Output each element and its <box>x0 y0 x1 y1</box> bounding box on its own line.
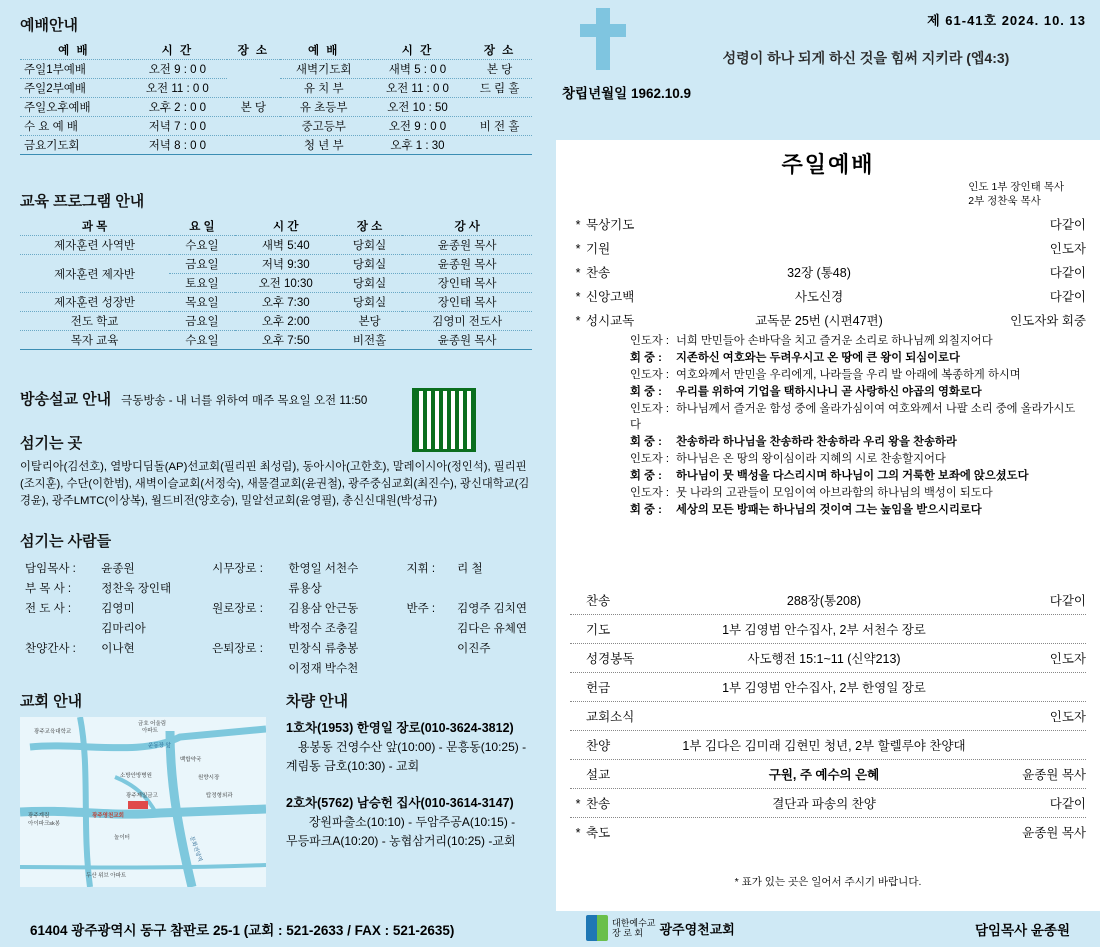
education-block <box>20 190 532 350</box>
order-item-name: 찬양 <box>586 739 611 753</box>
founded-date: 창립년월일 1962.10.9 <box>562 86 692 101</box>
responsive-text: 세상의 모든 방패는 하나님의 것이여 그는 높임을 받으시리로다 <box>676 504 982 516</box>
responsive-speaker: 회 중 : <box>630 352 662 364</box>
order-item <box>570 731 1086 760</box>
order-item-name: 성시교독 <box>586 314 635 328</box>
order-item <box>570 236 1086 260</box>
responsive-speaker: 인도자 : <box>630 335 670 347</box>
order-item-name: 묵상기도 <box>586 218 635 232</box>
serving-people-block <box>20 530 532 679</box>
table-row: 토요일 오전 10:30 당회실 장인태 목사 <box>20 274 532 293</box>
vehicle-info-title: 차량 안내 <box>286 693 349 710</box>
serving-places-title: 섬기는 곳 <box>20 435 83 452</box>
cross-icon <box>576 8 630 70</box>
bus-1-name: 1호차(1953) 한영일 장로(010-3624-3812) <box>286 721 514 735</box>
footer-bar <box>0 911 1100 947</box>
order-item-content: 구원, 주 예수의 은혜 <box>768 768 880 782</box>
serving-places-block <box>20 432 532 510</box>
education-table <box>20 217 532 350</box>
order-item <box>570 308 1086 332</box>
table-row: 주일2부예배 오전 11 : 0 0 유 치 부 오전 11 : 0 0 드 림 홀 <box>20 79 532 98</box>
table-row: 주일오후예배 오후 2 : 0 0 본 당 유 초등부 오전 10 : 50 <box>20 98 532 117</box>
order-item-by: 다같이 <box>1049 290 1086 304</box>
col-header: 시 간 <box>368 41 467 60</box>
order-item-name: 찬송 <box>586 266 611 280</box>
order-item-name: 기원 <box>586 242 611 256</box>
service-order-title: 주일예배 <box>781 152 875 177</box>
responsive-text: 찬송하라 하나님을 찬송하라 찬송하라 우리 왕을 찬송하라 <box>676 436 957 448</box>
location-map[interactable] <box>20 717 266 887</box>
right-column <box>556 0 1100 911</box>
order-item-content: 1부 김다은 김미래 김현민 청년, 2부 할렐루야 찬양대 <box>682 739 966 753</box>
worship-guide-title: 예배안내 <box>20 17 78 34</box>
responsive-speaker: 회 중 : <box>630 436 662 448</box>
responsive-speaker: 인도자 : <box>630 487 670 499</box>
bus-2-stop-line: 무등파크A(10:20) - 농협삼거리(10:25) -교회 <box>286 834 516 848</box>
svg-text:아이파크sk봉: 아이파크sk봉 <box>28 821 61 827</box>
order-item-by: 다같이 <box>1049 266 1086 280</box>
responsive-text: 뭇 나라의 고관들이 모임이여 아브라함의 하나님의 백성이 되도다 <box>676 487 993 499</box>
responsive-text: 우리를 위하여 기업을 택하시나니 곧 사랑하신 야곱의 영화로다 <box>676 386 982 398</box>
col-header: 장 소 <box>467 41 532 60</box>
order-item-name: 찬송 <box>586 797 611 811</box>
table-row: 전 도 사 : 김영미 원로장로 : 김용삼 안근동 반주 : 김영주 김치연 <box>25 603 527 615</box>
service-order-part1 <box>570 212 1086 519</box>
svg-text:백합약국: 백합약국 <box>180 757 202 763</box>
worship-guide-table <box>20 41 532 155</box>
responsive-line <box>630 502 1086 518</box>
asterisk-mark: * <box>575 218 581 232</box>
asterisk-mark: * <box>575 826 581 840</box>
vehicle-info-block <box>286 690 538 851</box>
responsive-line <box>630 401 1086 433</box>
bus-route-2 <box>286 794 538 851</box>
svg-text:광주영천교회: 광주영천교회 <box>92 813 124 819</box>
col-header: 장 소 <box>227 41 280 60</box>
svg-text:운동장 앞: 운동장 앞 <box>148 743 171 749</box>
order-item <box>570 818 1086 846</box>
serving-people-table <box>20 557 532 679</box>
order-item <box>570 260 1086 284</box>
order-item-name: 축도 <box>586 826 611 840</box>
denomination-mark-icon <box>586 915 608 941</box>
responsive-line <box>630 485 1086 501</box>
service-order-part2 <box>570 586 1086 846</box>
order-item-by: 인도자 <box>1049 710 1086 724</box>
table-row: 전도 학교 금요일 오후 2:00 본당 김영미 전도사 <box>20 312 532 331</box>
order-item-content: 32장 (통48) <box>787 266 851 280</box>
service-leaders <box>968 180 1064 208</box>
table-header-row <box>20 41 532 60</box>
order-item-by: 다같이 <box>1049 797 1086 811</box>
responsive-speaker: 회 중 : <box>630 504 662 516</box>
col-header: 예 배 <box>20 41 128 60</box>
order-item-name: 성경봉독 <box>586 652 635 666</box>
bus-route-1 <box>286 719 538 776</box>
order-item-by: 인도자 <box>1049 652 1086 666</box>
svg-text:금호 어울림: 금호 어울림 <box>138 721 167 727</box>
table-row: 제자훈련 성장반 목요일 오후 7:30 당회실 장인태 목사 <box>20 293 532 312</box>
denomination-name: 대한예수교 장 로 회 <box>612 918 656 938</box>
responsive-speaker: 회 중 : <box>630 470 662 482</box>
order-item-name: 설교 <box>586 768 611 782</box>
svg-text:광주교육대학교: 광주교육대학교 <box>34 729 72 735</box>
order-item <box>570 789 1086 818</box>
table-row: 이정재 박수천 <box>288 663 359 675</box>
order-item-name: 찬송 <box>586 594 611 608</box>
table-row: 주일1부예배 오전 9 : 0 0 새벽기도회 새벽 5 : 0 0 본 당 <box>20 60 532 79</box>
responsive-text: 하나님께서 즐거운 함성 중에 올라가심이여 여호와께서 나팔 소리 중에 올라가시도다 <box>630 403 1076 431</box>
responsive-line <box>630 468 1086 484</box>
bus-2-name: 2호차(5762) 남승헌 집사(010-3614-3147) <box>286 796 514 810</box>
order-item-content: 사도신경 <box>794 290 844 304</box>
asterisk-mark: * <box>575 797 581 811</box>
svg-text:광주제일금고: 광주제일금고 <box>126 793 158 799</box>
education-title: 교육 프로그램 안내 <box>20 193 145 210</box>
svg-text:문화전당역: 문화전당역 <box>188 835 203 863</box>
responsive-speaker: 인도자 : <box>630 453 670 465</box>
order-item-by: 인도자 <box>1049 242 1086 256</box>
serving-places-text: 이탈리아(김선호), 열방디딤돌(AP)선교회(필리핀 최성림), 동아시아(고한호), 말레이시아(정인석), 필리핀(조지훈), 수단(이한범), 새벽이슬교회(서정숙), 새물결교회(윤권철), 광주중심교회(최진수), 광신대학교(김경윤), 광주LMTC(이상복), 월드비전(양호승), 밀알선교회(윤영필), 총신신대원(박성규) <box>20 461 530 507</box>
responsive-line <box>630 434 1086 450</box>
asterisk-mark: * <box>575 290 581 304</box>
church-info-title: 교회 안내 <box>20 693 83 710</box>
order-item <box>570 586 1086 615</box>
table-row: 제자훈련 사역반 수요일 새벽 5:40 당회실 윤종원 목사 <box>20 236 532 255</box>
order-item-by: 윤종원 목사 <box>1022 768 1086 782</box>
order-item-name: 기도 <box>586 623 611 637</box>
left-column <box>0 0 556 911</box>
svg-text:아파트: 아파트 <box>142 728 158 734</box>
order-item-name: 교회소식 <box>586 710 635 724</box>
header-banner <box>556 0 1100 140</box>
order-item-content: 288장(통208) <box>786 594 862 608</box>
col-header: 시 간 <box>128 41 227 60</box>
bus-1-stop-line: 계림동 금호(10:30) - 교회 <box>286 759 420 773</box>
order-item-content: 1부 김영범 안수집사, 2부 한영일 장로 <box>722 681 926 695</box>
svg-text:광주계림: 광주계림 <box>28 813 50 819</box>
theme-verse: 성령이 하나 되게 하신 것을 힘써 지키라 (엡4:3) <box>722 50 1010 66</box>
table-row: 제자훈련 제자반 금요일 저녁 9:30 당회실 윤종원 목사 <box>20 255 532 274</box>
svg-text:소방안방병원: 소방안방병원 <box>120 773 152 779</box>
order-item-name: 신앙고백 <box>586 290 635 304</box>
order-item <box>570 615 1086 644</box>
order-item-by: 다같이 <box>1049 594 1086 608</box>
asterisk-mark: * <box>575 266 581 280</box>
worship-guide-block <box>20 14 532 155</box>
svg-text:탑정형외과: 탑정형외과 <box>206 793 233 799</box>
responsive-text: 여호와께서 만민을 우리에게, 나라들을 우리 발 아래에 복종하게 하시며 <box>676 369 1021 381</box>
table-row: 수 요 예 배 저녁 7 : 0 0 중고등부 오전 9 : 0 0 비 전 홀 <box>20 117 532 136</box>
table-row: 부 목 사 : 정찬욱 장인태 류용상 <box>25 583 322 595</box>
table-row: 금요기도회 저녁 8 : 0 0 청 년 부 오후 1 : 30 <box>20 136 532 155</box>
order-item <box>570 644 1086 673</box>
broadcast-block <box>20 388 532 409</box>
responsive-text: 하나님이 뭇 백성을 다스리시며 하나님이 그의 거룩한 보좌에 앉으셨도다 <box>676 470 1029 482</box>
responsive-reading <box>570 333 1086 518</box>
order-item <box>570 212 1086 236</box>
order-item-by: 인도자와 회중 <box>1010 314 1086 328</box>
church-name: 광주영천교회 <box>659 921 735 937</box>
asterisk-mark: * <box>575 314 581 328</box>
responsive-text: 너희 만민들아 손바닥을 치고 즐거운 소리로 하나님께 외칠지어다 <box>676 335 993 347</box>
responsive-speaker: 인도자 : <box>630 369 670 381</box>
table-row: 찬양간사 : 이나현 은퇴장로 : 민창식 류충봉 이진주 <box>25 643 491 655</box>
svg-text:놀이터: 놀이터 <box>114 835 130 841</box>
responsive-speaker: 인도자 : <box>630 403 670 415</box>
leader-line: 인도 1부 장인태 목사 <box>968 181 1064 193</box>
church-logo <box>586 915 735 941</box>
footer-address: 61404 광주광역시 동구 참판로 25-1 (교회 : 521-2633 / FAX : 521-2635) <box>30 923 455 938</box>
order-item-by: 윤종원 목사 <box>1022 826 1086 840</box>
responsive-line <box>630 451 1086 467</box>
bus-2-stop-line: 장원파출소(10:10) - 두암주공A(10:15) - <box>308 815 516 829</box>
leader-line: 2부 정찬욱 목사 <box>968 195 1041 207</box>
order-item-content: 결단과 파송의 찬양 <box>772 797 876 811</box>
responsive-line <box>630 384 1086 400</box>
issue-number: 제 61-41호 2024. 10. 13 <box>927 13 1086 28</box>
order-item <box>570 284 1086 308</box>
asterisk-mark: * <box>575 242 581 256</box>
svg-text:원향시장: 원향시장 <box>198 775 220 781</box>
table-row: 김마리아 박정수 조충길 김다은 유체연 <box>101 623 527 635</box>
col-header: 예 배 <box>280 41 368 60</box>
order-item-content: 1부 김영범 안수집사, 2부 서천수 장로 <box>722 623 926 637</box>
order-item-name: 헌금 <box>586 681 611 695</box>
table-row: 담임목사 : 윤종원 시무장로 : 한영일 서천수 지휘 : 리 철 <box>25 563 483 575</box>
responsive-speaker: 회 중 : <box>630 386 662 398</box>
responsive-line <box>630 333 1086 349</box>
bus-1-stop-line: 용봉동 건영수산 앞(10:00) - 문흥동(10:25) - <box>297 740 527 754</box>
order-item <box>570 760 1086 789</box>
broadcast-text: 극동방송 - 내 너를 위하여 매주 목요일 오전 11:50 <box>121 395 368 407</box>
table-header-row: 과 목 요 일 시 간 장 소 강 사 <box>20 217 532 236</box>
order-item <box>570 702 1086 731</box>
table-row: 목자 교육 수요일 오후 7:50 비전홀 윤종원 목사 <box>20 331 532 350</box>
order-item-content: 사도행전 15:1~11 (신약213) <box>747 652 901 666</box>
church-info-block <box>20 690 270 887</box>
responsive-text: 하나님은 온 땅의 왕이심이라 지혜의 시로 찬송할지어다 <box>676 453 946 465</box>
serving-people-title: 섬기는 사람들 <box>20 533 112 550</box>
order-item-by: 다같이 <box>1049 218 1086 232</box>
responsive-line <box>630 350 1086 366</box>
footer-pastor: 담임목사 윤종원 <box>974 923 1070 938</box>
broadcast-title: 방송설교 안내 <box>20 391 112 408</box>
map-graphic <box>20 717 266 887</box>
order-item <box>570 673 1086 702</box>
responsive-text: 지존하신 여호와는 두려우시고 온 땅에 큰 왕이 되심이로다 <box>676 352 960 364</box>
svg-text:두산 위브 아파트: 두산 위브 아파트 <box>86 873 127 879</box>
responsive-line <box>630 367 1086 383</box>
order-item-content: 교독문 25번 (시편47편) <box>755 314 883 328</box>
standing-note: * 표가 있는 곳은 일어서 주시기 바랍니다. <box>734 876 922 888</box>
